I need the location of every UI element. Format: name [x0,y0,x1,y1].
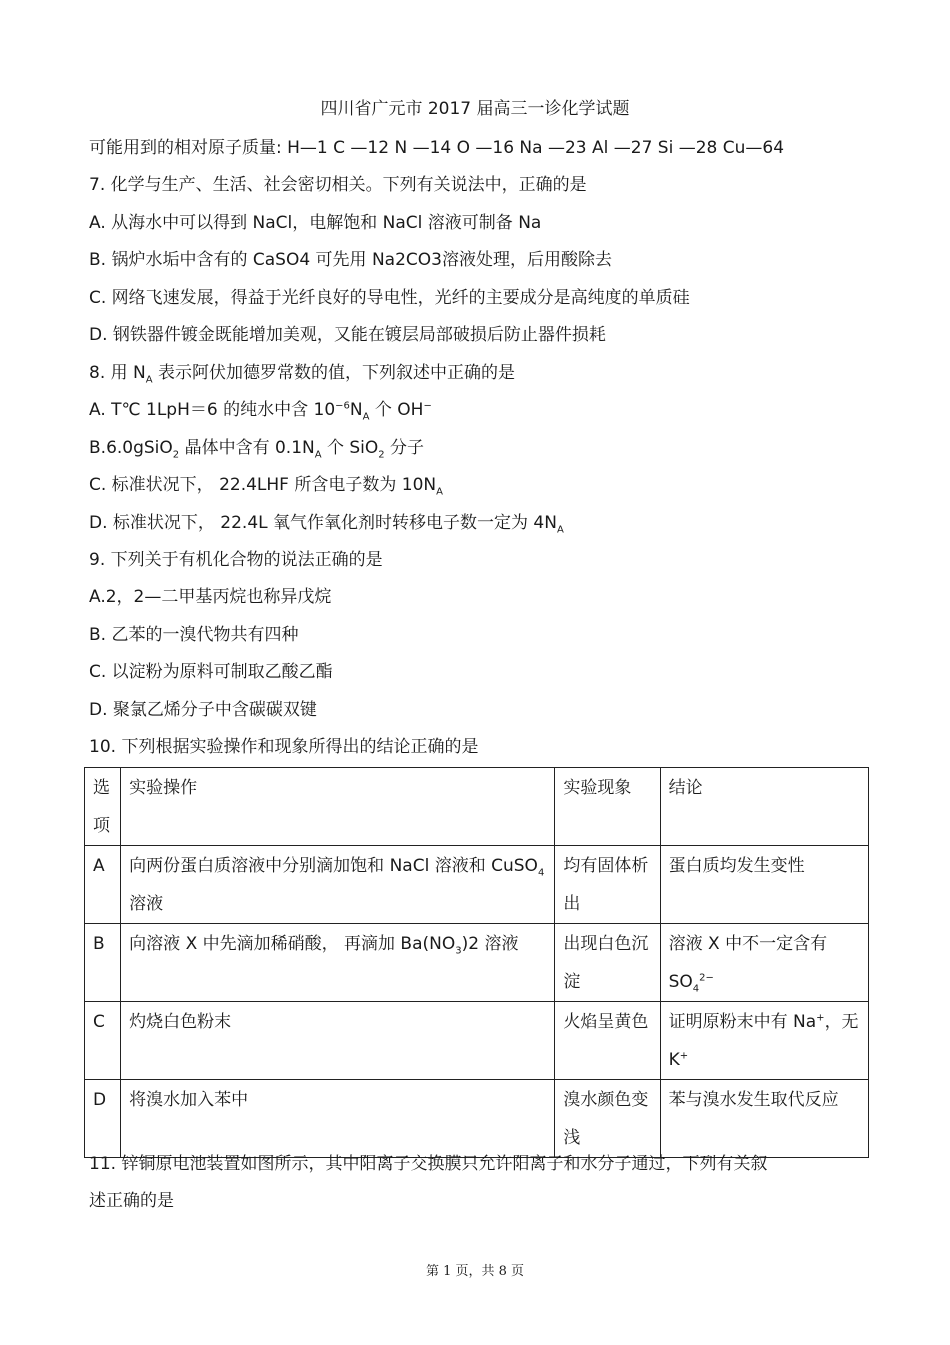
q7-option-a: A. 从海水中可以得到 NaCl，电解饱和 NaCl 溶液可制备 Na [89,213,542,233]
q9-option-c: C. 以淀粉为原料可制取乙酸乙酯 [89,662,333,682]
row-conclusion: 证明原粉末中有 Na+，无 K+ [660,1002,868,1080]
q8-option-a: A. T℃ 1LpH＝6 的纯水中含 $10^{-6}N_A$ 个 OH− [89,400,432,423]
row-conclusion: 蛋白质均发生变性 [660,846,868,924]
q8-option-d: D. 标准状况下， 22.4L 氧气作氧化剂时转移电子数一定为 $4N_A$ [89,513,564,536]
q7-option-d: D. 钢铁器件镀金既能增加美观，又能在镀层局部破损后防止器件损耗 [89,325,606,345]
q8-option-c: C. 标准状况下， 22.4LHF 所含电子数为 $10N_A$ [89,475,443,498]
page-footer: 第 1 页，共 8 页 [425,1264,525,1279]
row-operation: 将溴水加入苯中 [121,1080,555,1158]
row-option: A [85,846,121,924]
row-phenomenon: 出现白色沉淀 [555,924,660,1002]
table-row [85,924,869,1002]
q7-option-c: C. 网络飞速发展，得益于光纤良好的导电性，光纤的主要成分是高纯度的单质硅 [89,288,690,308]
table-row [85,1080,869,1158]
header-conclusion: 结论 [660,768,868,846]
q11-stem-line-1: 11. 锌铜原电池装置如图所示，其中阳离子交换膜只允许阳离子和水分子通过，下列有关叙 [89,1154,768,1174]
q8-stem: 8. 用 $N_A$ 表示阿伏加德罗常数的值，下列叙述中正确的是 [89,363,515,386]
row-operation: 向溶液 X 中先滴加稀硝酸， 再滴加 $Ba(NO_3)2$ 溶液 [121,924,555,1002]
row-conclusion: 苯与溴水发生取代反应 [660,1080,868,1158]
table-header-row [85,768,869,846]
row-option: D [85,1080,121,1158]
q9-option-a: A.2，2—二甲基丙烷也称异戊烷 [89,587,332,607]
header-option: 选项 [85,768,121,846]
row-phenomenon: 均有固体析出 [555,846,660,924]
q9-option-d: D. 聚氯乙烯分子中含碳碳双键 [89,700,317,720]
q8-option-b: B.6.0gSiO$_2$ 晶体中含有 $0.1N_A$ 个 SiO$_2$ 分子 [89,438,425,461]
atomic-masses-line: 可能用到的相对原子质量: H—1 C —12 N —14 O —16 Na —23 Al —27 Si —28 Cu—64 [89,138,785,158]
q9-stem: 9. 下列关于有机化合物的说法正确的是 [89,550,383,570]
table-row [85,846,869,924]
row-operation: 灼烧白色粉末 [121,1002,555,1080]
q9-option-b: B. 乙苯的一溴代物共有四种 [89,625,299,645]
q7-stem: 7. 化学与生产、生活、社会密切相关。下列有关说法中，正确的是 [89,175,587,195]
exam-title: 四川省广元市 2017 届高三一诊化学试题 [320,99,630,119]
row-phenomenon: 溴水颜色变浅 [555,1080,660,1158]
table-row [85,1002,869,1080]
row-option: C [85,1002,121,1080]
row-conclusion: 溶液 X 中不一定含有 $SO_4^{2-}$ [660,924,868,1002]
q7-option-b: B. 锅炉水垢中含有的 CaSO4 可先用 Na2CO3溶液处理，后用酸除去 [89,250,612,270]
q11-stem-line-2: 述正确的是 [89,1191,174,1211]
header-operation: 实验操作 [121,768,555,846]
row-operation: 向两份蛋白质溶液中分别滴加饱和 NaCl 溶液和 CuSO$_4$溶液 [121,846,555,924]
row-phenomenon: 火焰呈黄色 [555,1002,660,1080]
experiment-table [84,767,869,1158]
header-phenomenon: 实验现象 [555,768,660,846]
q10-stem: 10. 下列根据实验操作和现象所得出的结论正确的是 [89,737,479,757]
row-option: B [85,924,121,1002]
